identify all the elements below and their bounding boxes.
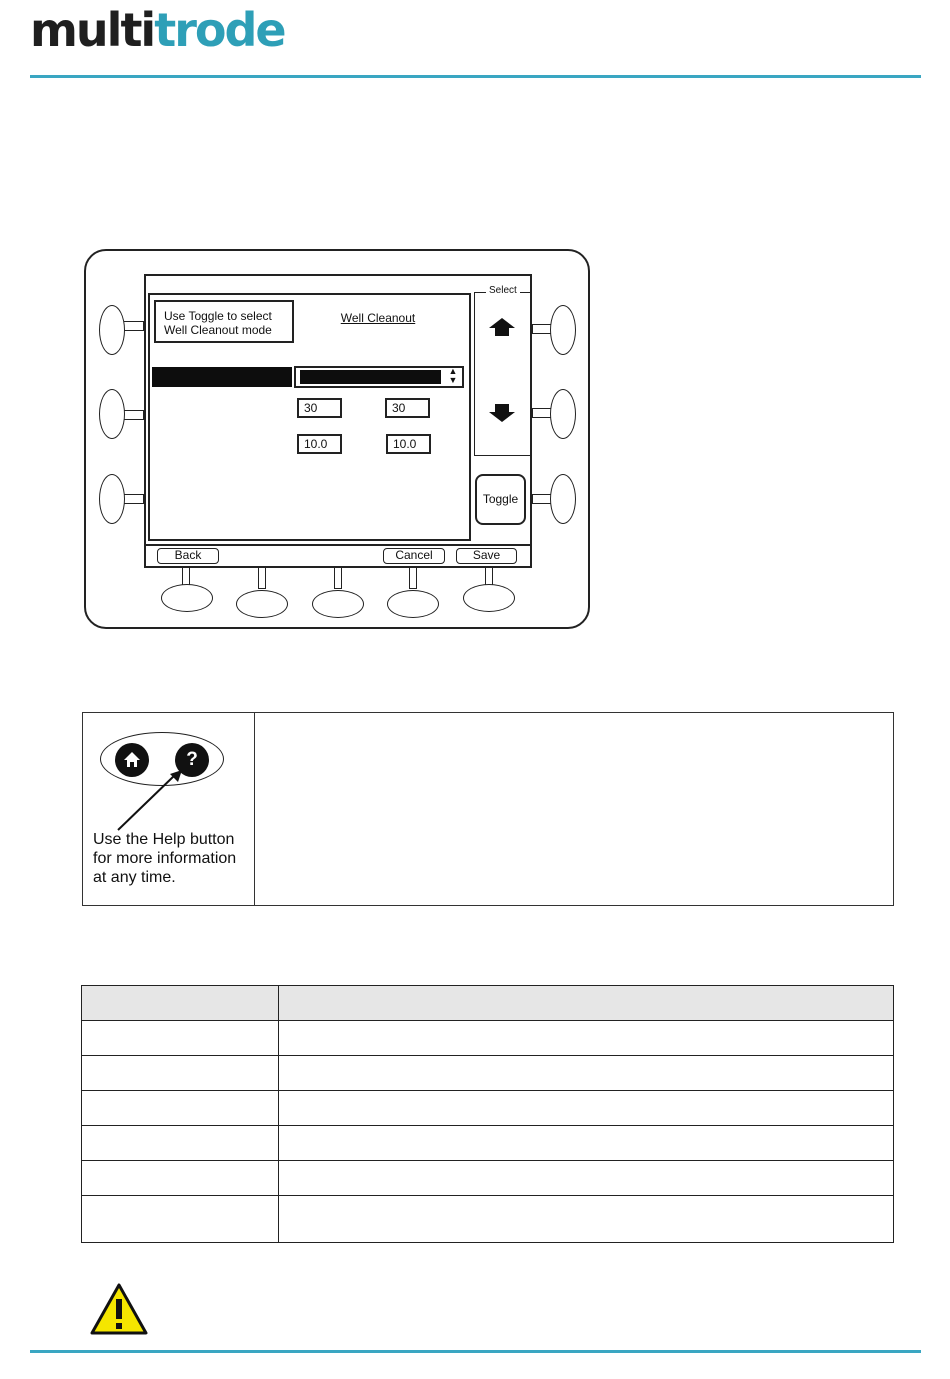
table-cell <box>82 1196 279 1243</box>
arrow-down-icon[interactable] <box>489 404 515 426</box>
highlighted-row-label <box>152 367 292 387</box>
dropdown-spinner-icon[interactable]: ▲ ▼ <box>448 366 458 385</box>
warning-triangle-icon <box>90 1283 148 1335</box>
parameter-table <box>81 985 894 1243</box>
mode-dropdown-value <box>300 370 441 384</box>
multitrode-logo: multitrode <box>30 3 285 57</box>
field-input-2[interactable]: 30 <box>385 398 430 418</box>
table-cell <box>279 1126 894 1161</box>
table-row <box>82 1161 894 1196</box>
bottom-button-4-stub <box>409 567 417 589</box>
select-group-label: Select <box>486 285 520 296</box>
table-cell <box>82 1021 279 1056</box>
select-group-frame <box>474 292 532 456</box>
table-cell <box>279 1091 894 1126</box>
bottom-softkey-1[interactable] <box>161 584 213 612</box>
table-header-cell-2 <box>279 986 894 1021</box>
table-cell <box>279 1196 894 1243</box>
table-cell <box>279 1056 894 1091</box>
table-row <box>82 1056 894 1091</box>
help-question-icon: ? <box>175 743 209 777</box>
left-button-2-stub <box>122 410 144 420</box>
field-input-1[interactable]: 30 <box>297 398 342 418</box>
bottom-softkey-2[interactable] <box>236 590 288 618</box>
left-softkey-1[interactable] <box>99 305 125 355</box>
arrow-up-icon[interactable] <box>489 318 515 340</box>
bottom-softkey-5[interactable] <box>463 584 515 612</box>
help-table-divider <box>254 712 255 906</box>
table-row <box>82 1126 894 1161</box>
bottom-softkey-3[interactable] <box>312 590 364 618</box>
bottom-softkey-4[interactable] <box>387 590 439 618</box>
table-row <box>82 1021 894 1056</box>
header-rule <box>30 75 921 78</box>
left-softkey-2[interactable] <box>99 389 125 439</box>
table-cell <box>82 1126 279 1161</box>
pointer-arrow-icon <box>110 770 190 836</box>
table-header-row <box>82 986 894 1021</box>
help-caption: Use the Help button for more information at any time. <box>93 831 237 886</box>
panel-title: Well Cleanout <box>340 311 416 325</box>
save-button[interactable]: Save <box>456 548 517 564</box>
back-button[interactable]: Back <box>157 548 219 564</box>
right-softkey-2[interactable] <box>550 389 576 439</box>
table-cell <box>82 1091 279 1126</box>
table-cell <box>82 1056 279 1091</box>
table-cell <box>279 1021 894 1056</box>
bottom-button-3-stub <box>334 567 342 589</box>
right-softkey-1[interactable] <box>550 305 576 355</box>
field-input-3[interactable]: 10.0 <box>297 434 342 454</box>
instruction-box: Use Toggle to select Well Cleanout mode <box>154 300 294 343</box>
right-softkey-3[interactable] <box>550 474 576 524</box>
field-input-4[interactable]: 10.0 <box>386 434 431 454</box>
table-header-cell-1 <box>82 986 279 1021</box>
left-button-1-stub <box>122 321 144 331</box>
toggle-button[interactable]: Toggle <box>475 474 526 525</box>
cancel-button[interactable]: Cancel <box>383 548 445 564</box>
table-row <box>82 1091 894 1126</box>
table-cell <box>279 1161 894 1196</box>
table-cell <box>82 1161 279 1196</box>
left-softkey-3[interactable] <box>99 474 125 524</box>
bottom-button-2-stub <box>258 567 266 589</box>
footer-rule <box>30 1350 921 1353</box>
table-row <box>82 1196 894 1243</box>
left-button-3-stub <box>122 494 144 504</box>
